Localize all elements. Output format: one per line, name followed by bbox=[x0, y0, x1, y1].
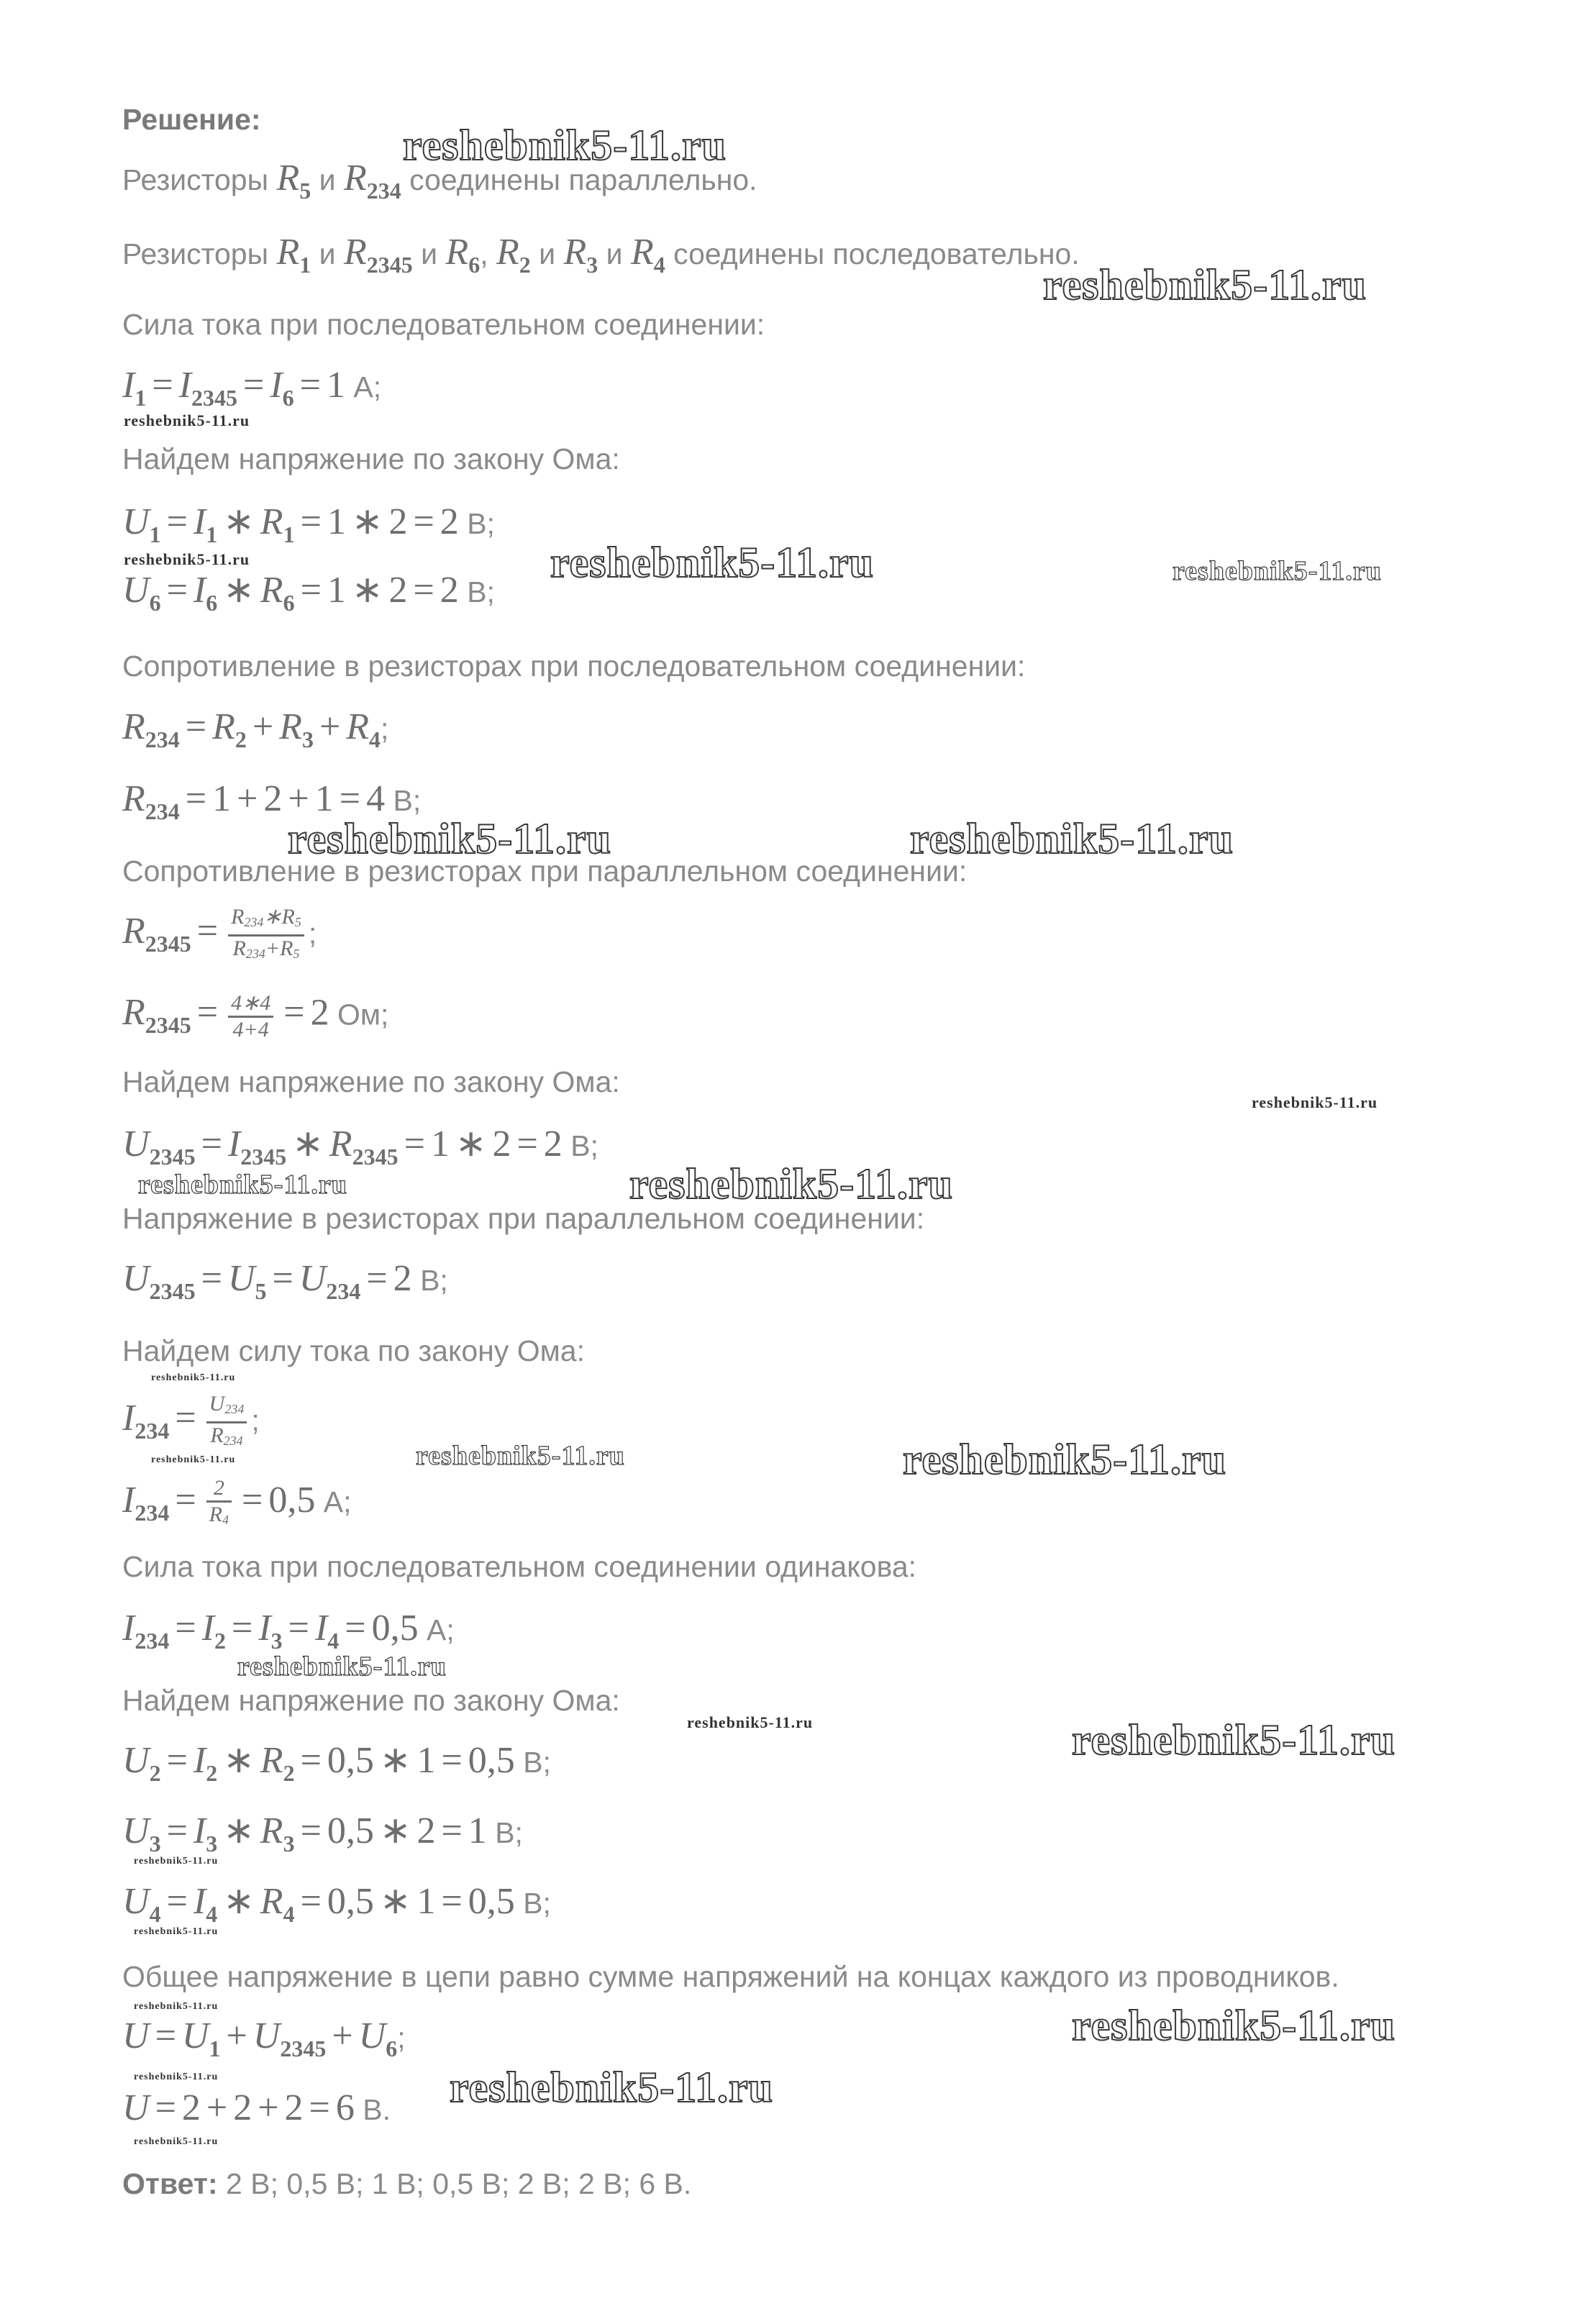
watermark: reshebnik5-11.ru bbox=[138, 1170, 347, 1200]
watermark: reshebnik5-11.ru bbox=[134, 2072, 219, 2082]
watermark: reshebnik5-11.ru bbox=[403, 122, 727, 169]
eq-u6: $U_6 = I_6$ ∗ $R_6 = 1$ ∗ 2 = 2 В; bbox=[122, 570, 495, 616]
eq-u2345: $U_{2345} = I_{2345}$ ∗ $R_{2345} = 1$ ∗ 2 = 2 В; bbox=[122, 1124, 598, 1170]
eq-u-value: U = 2 + 2 + 2 = 6 В. bbox=[122, 2087, 391, 2128]
watermark: reshebnik5-11.ru bbox=[910, 815, 1234, 862]
answer-value: 2 В; 0,5 В; 1 В; 0,5 В; 2 В; 2 В; 6 В. bbox=[226, 2167, 692, 2200]
answer-label: Ответ: bbox=[122, 2167, 218, 2200]
watermark: reshebnik5-11.ru bbox=[151, 1372, 236, 1383]
text-series-current-equal: Сила тока при последовательном соединении одинакова: bbox=[122, 1550, 917, 1583]
watermark: reshebnik5-11.ru bbox=[1072, 1716, 1395, 1764]
watermark: reshebnik5-11.ru bbox=[134, 2136, 219, 2147]
watermark: reshebnik5-11.ru bbox=[450, 2064, 773, 2111]
watermark: reshebnik5-11.ru bbox=[416, 1441, 625, 1471]
watermark: reshebnik5-11.ru bbox=[151, 1454, 236, 1465]
watermark: reshebnik5-11.ru bbox=[1043, 261, 1367, 309]
watermark: reshebnik5-11.ru bbox=[124, 411, 250, 429]
watermark: reshebnik5-11.ru bbox=[134, 1926, 219, 1937]
watermark: reshebnik5-11.ru bbox=[903, 1436, 1226, 1483]
text-ohm-law-current: Найдем силу тока по закону Ома: bbox=[122, 1334, 585, 1367]
text-parallel-r5-r234: Резисторы $R_5$ и $R_{234}$ соединены параллельно. bbox=[122, 158, 757, 204]
text-parallel-voltage: Напряжение в резисторах при параллельном соединении: bbox=[122, 1202, 925, 1235]
eq-i234-value: $I_{234}$ = $\frac{2}{R_4}$ = 0,5 А; bbox=[122, 1476, 351, 1532]
eq-r234-formula: $R_{234} = R_2 + R_3 + R_4$; bbox=[122, 706, 389, 752]
watermark: reshebnik5-11.ru bbox=[687, 1713, 814, 1731]
watermark: reshebnik5-11.ru bbox=[134, 1856, 219, 1867]
eq-r234-value: $R_{234} = 1 + 2 + 1 = 4$ В; bbox=[122, 778, 422, 824]
eq-r2345-formula: $R_{2345}$ = $\frac{R_{234}∗R_5}{R_{234}+R_5}$ ; bbox=[122, 905, 317, 966]
watermark: reshebnik5-11.ru bbox=[1072, 2002, 1395, 2049]
eq-i1-i2345-i6: $I_1 = I_{2345} = I_6 = 1$ А; bbox=[122, 365, 382, 411]
text-series-resistance: Сопротивление в резисторах при последовательном соединении: bbox=[122, 650, 1026, 683]
eq-u2: $U_2 = I_2$ ∗ $R_2 = 0,5$ ∗ 1 = 0,5 В; bbox=[122, 1740, 551, 1786]
text-total-voltage: Общее напряжение в цепи равно сумме напряжений на концах каждого из проводников. bbox=[122, 1960, 1339, 1993]
eq-u-formula: $U = U_1 + U_{2345} + U_6$; bbox=[122, 2015, 406, 2061]
eq-u1: $U_1 = I_1$ ∗ $R_1 = 1$ ∗ 2 = 2 В; bbox=[122, 501, 495, 547]
answer bbox=[122, 2165, 691, 2202]
watermark: reshebnik5-11.ru bbox=[1252, 1093, 1378, 1111]
text-series-resistors: Резисторы $R_1$ и $R_{2345}$ и $R_6$, $R_2$ и $R_3$ и $R_4$ соединены последовательно. bbox=[122, 232, 1080, 278]
watermark: reshebnik5-11.ru bbox=[134, 2001, 219, 2012]
eq-u3: $U_3 = I_3$ ∗ $R_3 = 0,5$ ∗ 2 = 1 В; bbox=[122, 1810, 523, 1856]
eq-i234-formula: $I_{234}$ = $\frac{U_{234}}{R_{234}}$ ; bbox=[122, 1392, 260, 1453]
watermark: reshebnik5-11.ru bbox=[1172, 556, 1382, 586]
eq-u4: $U_4 = I_4$ ∗ $R_4 = 0,5$ ∗ 1 = 0,5 В; bbox=[122, 1881, 551, 1927]
text-ohm-law-3: Найдем напряжение по закону Ома: bbox=[122, 1684, 620, 1717]
text-parallel-resistance: Сопротивление в резисторах при параллельном соединении: bbox=[122, 855, 967, 888]
eq-r2345-value: $R_{2345}$ = $\frac{4∗4}{4+4}$ = 2 Ом; bbox=[122, 991, 389, 1042]
watermark: reshebnik5-11.ru bbox=[550, 539, 874, 586]
watermark: reshebnik5-11.ru bbox=[237, 1651, 447, 1682]
watermark: reshebnik5-11.ru bbox=[629, 1160, 953, 1208]
watermark: reshebnik5-11.ru bbox=[124, 550, 250, 568]
eq-i234-i2-i3-i4: $I_{234} = I_2 = I_3 = I_4 = 0,5$ А; bbox=[122, 1608, 455, 1654]
solution-heading: Решение: bbox=[122, 103, 261, 136]
watermark: reshebnik5-11.ru bbox=[288, 815, 611, 862]
text-ohm-law-2: Найдем напряжение по закону Ома: bbox=[122, 1065, 620, 1098]
text-ohm-law-1: Найдем напряжение по закону Ома: bbox=[122, 442, 620, 475]
eq-u2345-u5-u234: $U_{2345} = U_5 = U_{234} = 2$ В; bbox=[122, 1258, 448, 1304]
text-series-current: Сила тока при последовательном соединении: bbox=[122, 308, 765, 341]
